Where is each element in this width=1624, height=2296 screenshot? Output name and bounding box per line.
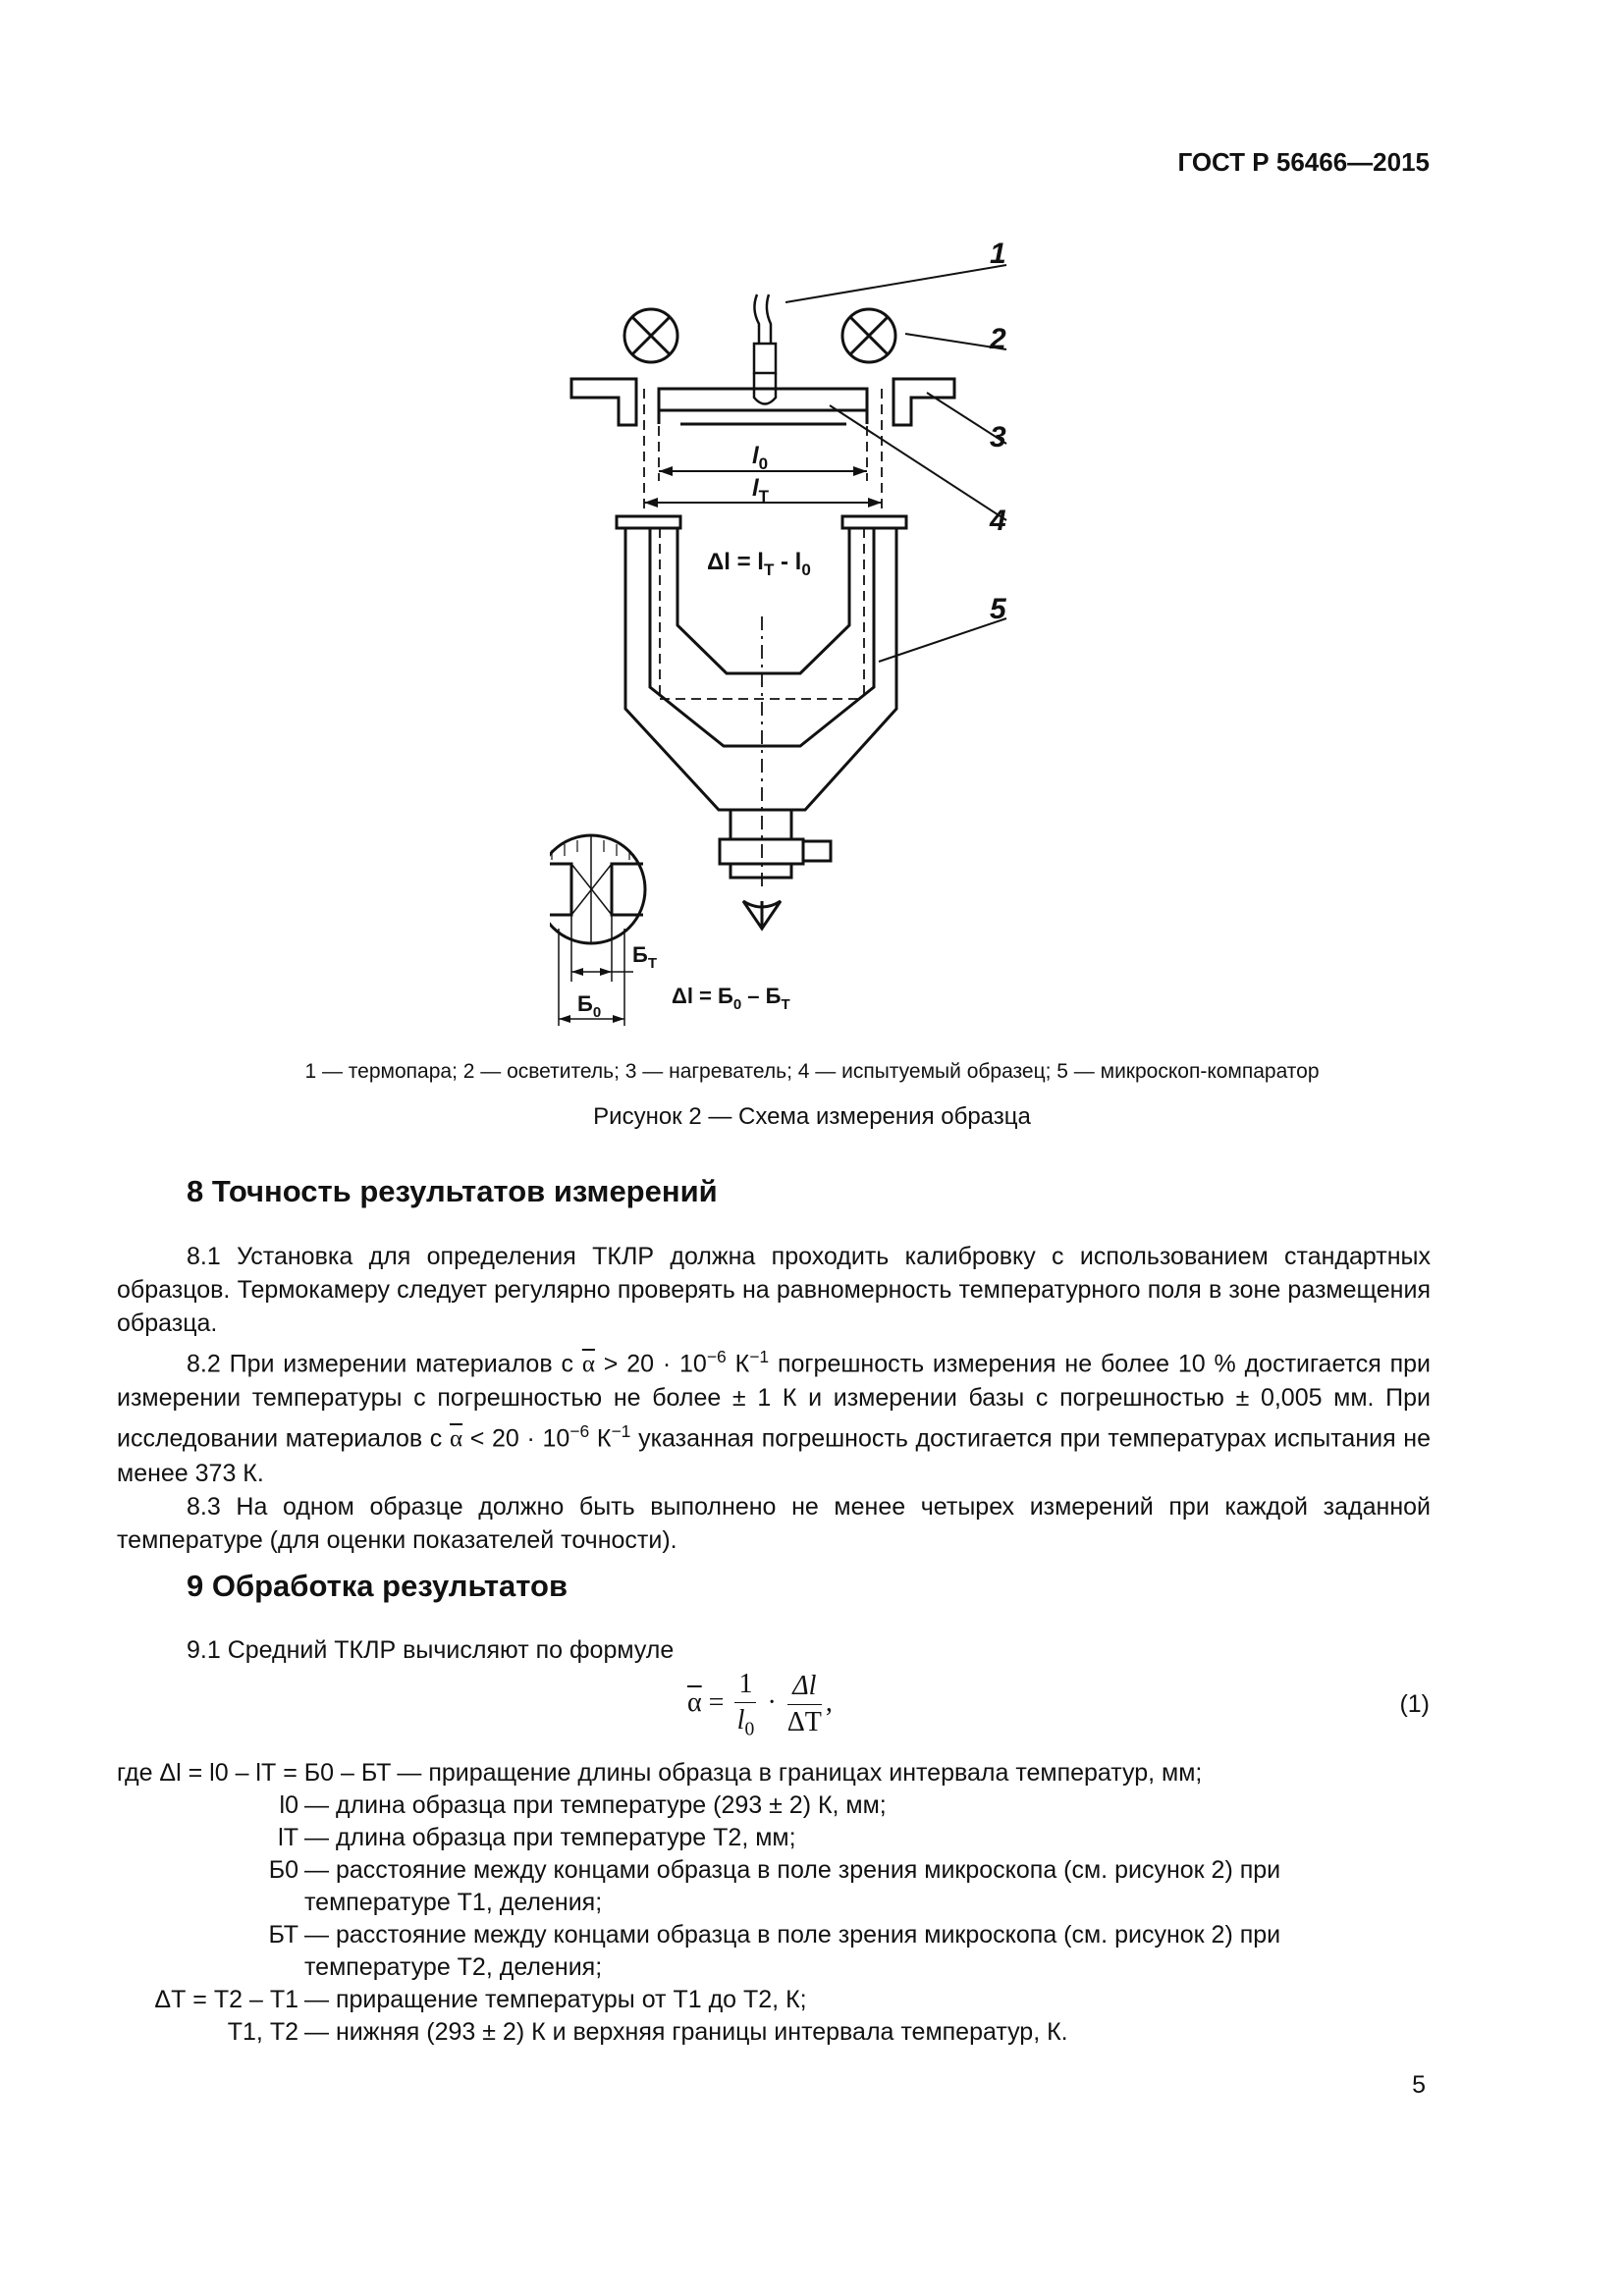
lamp-right-icon (842, 309, 895, 362)
where-item: Б0 — расстояние между концами образца в поле зрения микроскопа (см. рисунок 2) при температуре Т1, деления; (268, 1856, 1281, 1916)
callout-3: 3 (990, 421, 1006, 454)
where-item: Т1, Т2 — нижняя (293 ± 2) К и верхняя границы интервала температур, К. (227, 2018, 1068, 2046)
section-8-body (117, 1240, 1431, 1557)
equation-number: (1) (1399, 1690, 1430, 1718)
paragraph-8-1: 8.1 Установка для определения ТКЛР должна проходить калибровку с использованием стандартных образцов. Термокамеру следует регулярно проверять на равномерность температурного поля в зоне размещения образца. (117, 1243, 1431, 1337)
where-item: lТ — длина образца при температуре Т2, мм; (278, 1824, 796, 1851)
callout-5: 5 (990, 593, 1006, 625)
page-number: 5 (1412, 2071, 1426, 2099)
label-lt: $l_Т$ (752, 475, 770, 506)
label-l0: $l_0$ (752, 443, 769, 473)
scale-view-icon (550, 835, 645, 1026)
lamp-left-icon (624, 309, 677, 362)
where-item: ΔТ = Т2 – Т1 — приращение температуры от Т1 до Т2, К; (154, 1986, 807, 2013)
paragraph-8-3: 8.3 На одном образце должно быть выполнено не менее четырех измерений при каждой заданной температуре (для оценки показателей точности). (117, 1492, 1431, 1554)
section-8-title: 8 Точность результатов измерений (187, 1174, 718, 1208)
microscope-comparator (617, 516, 906, 929)
heater-left (571, 379, 636, 425)
section-9-intro (117, 1633, 1431, 1667)
heater-right (893, 379, 954, 425)
callout-1: 1 (990, 238, 1006, 270)
formula-1: $\overline{\alpha}$ = $\frac{1}{l_0}$ · $\frac{\Delta l}{\Delta Т}$ , (687, 1669, 833, 1740)
callout-4: 4 (990, 505, 1006, 537)
measurement-scheme-figure (550, 231, 1060, 1036)
where-item: где Δl = l0 – lТ = Б0 – БТ — приращение длины образца в границах интервала температур, мм; (117, 1759, 1203, 1787)
standard-code-header: ГОСТ Р 56466—2015 (1177, 147, 1430, 177)
figure-legend: 1 — термопара; 2 — осветитель; 3 — нагреватель; 4 — испытуемый образец; 5 — микроскоп-компаратор (304, 1060, 1320, 1083)
figure-caption: Рисунок 2 — Схема измерения образца (593, 1103, 1031, 1130)
specimen (659, 389, 867, 410)
where-item: БТ — расстояние между концами образца в поле зрения микроскопа (см. рисунок 2) при температуре Т2, деления; (268, 1921, 1281, 1981)
scale-formula: $\Delta l = Б_0 - Б_Т$ (672, 984, 790, 1013)
callout-2: 2 (990, 323, 1006, 355)
label-bt: $Б_Т$ (632, 942, 657, 972)
delta-l-formula: $\Delta l = l_Т - l_0$ (707, 549, 811, 579)
section-9-title: 9 Обработка результатов (187, 1569, 568, 1603)
paragraph-8-2: 8.2 При измерении материалов с $\overline{\alpha} > 20 \cdot 10^{-6}$ $К^{-1}$ погрешность измерения не более 10 % достигается при измерении температуры с погрешностью не более ± 1 К и измерении базы с погрешностью ± 0,005 мм. При исследовании материалов с $\overline{\alpha} < 20 \cdot 10^{-6}$ $К^{-1}$ указанная погрешность достигается при температурах испытания не менее 373 К. (117, 1347, 1432, 1487)
paragraph-9-1: 9.1 Средний ТКЛР вычисляют по формуле (187, 1636, 675, 1664)
where-list (117, 1757, 1433, 2049)
where-item: l0 — длина образца при температуре (293 ± 2) К, мм; (279, 1791, 887, 1819)
label-b0: $Б_0$ (577, 991, 602, 1021)
